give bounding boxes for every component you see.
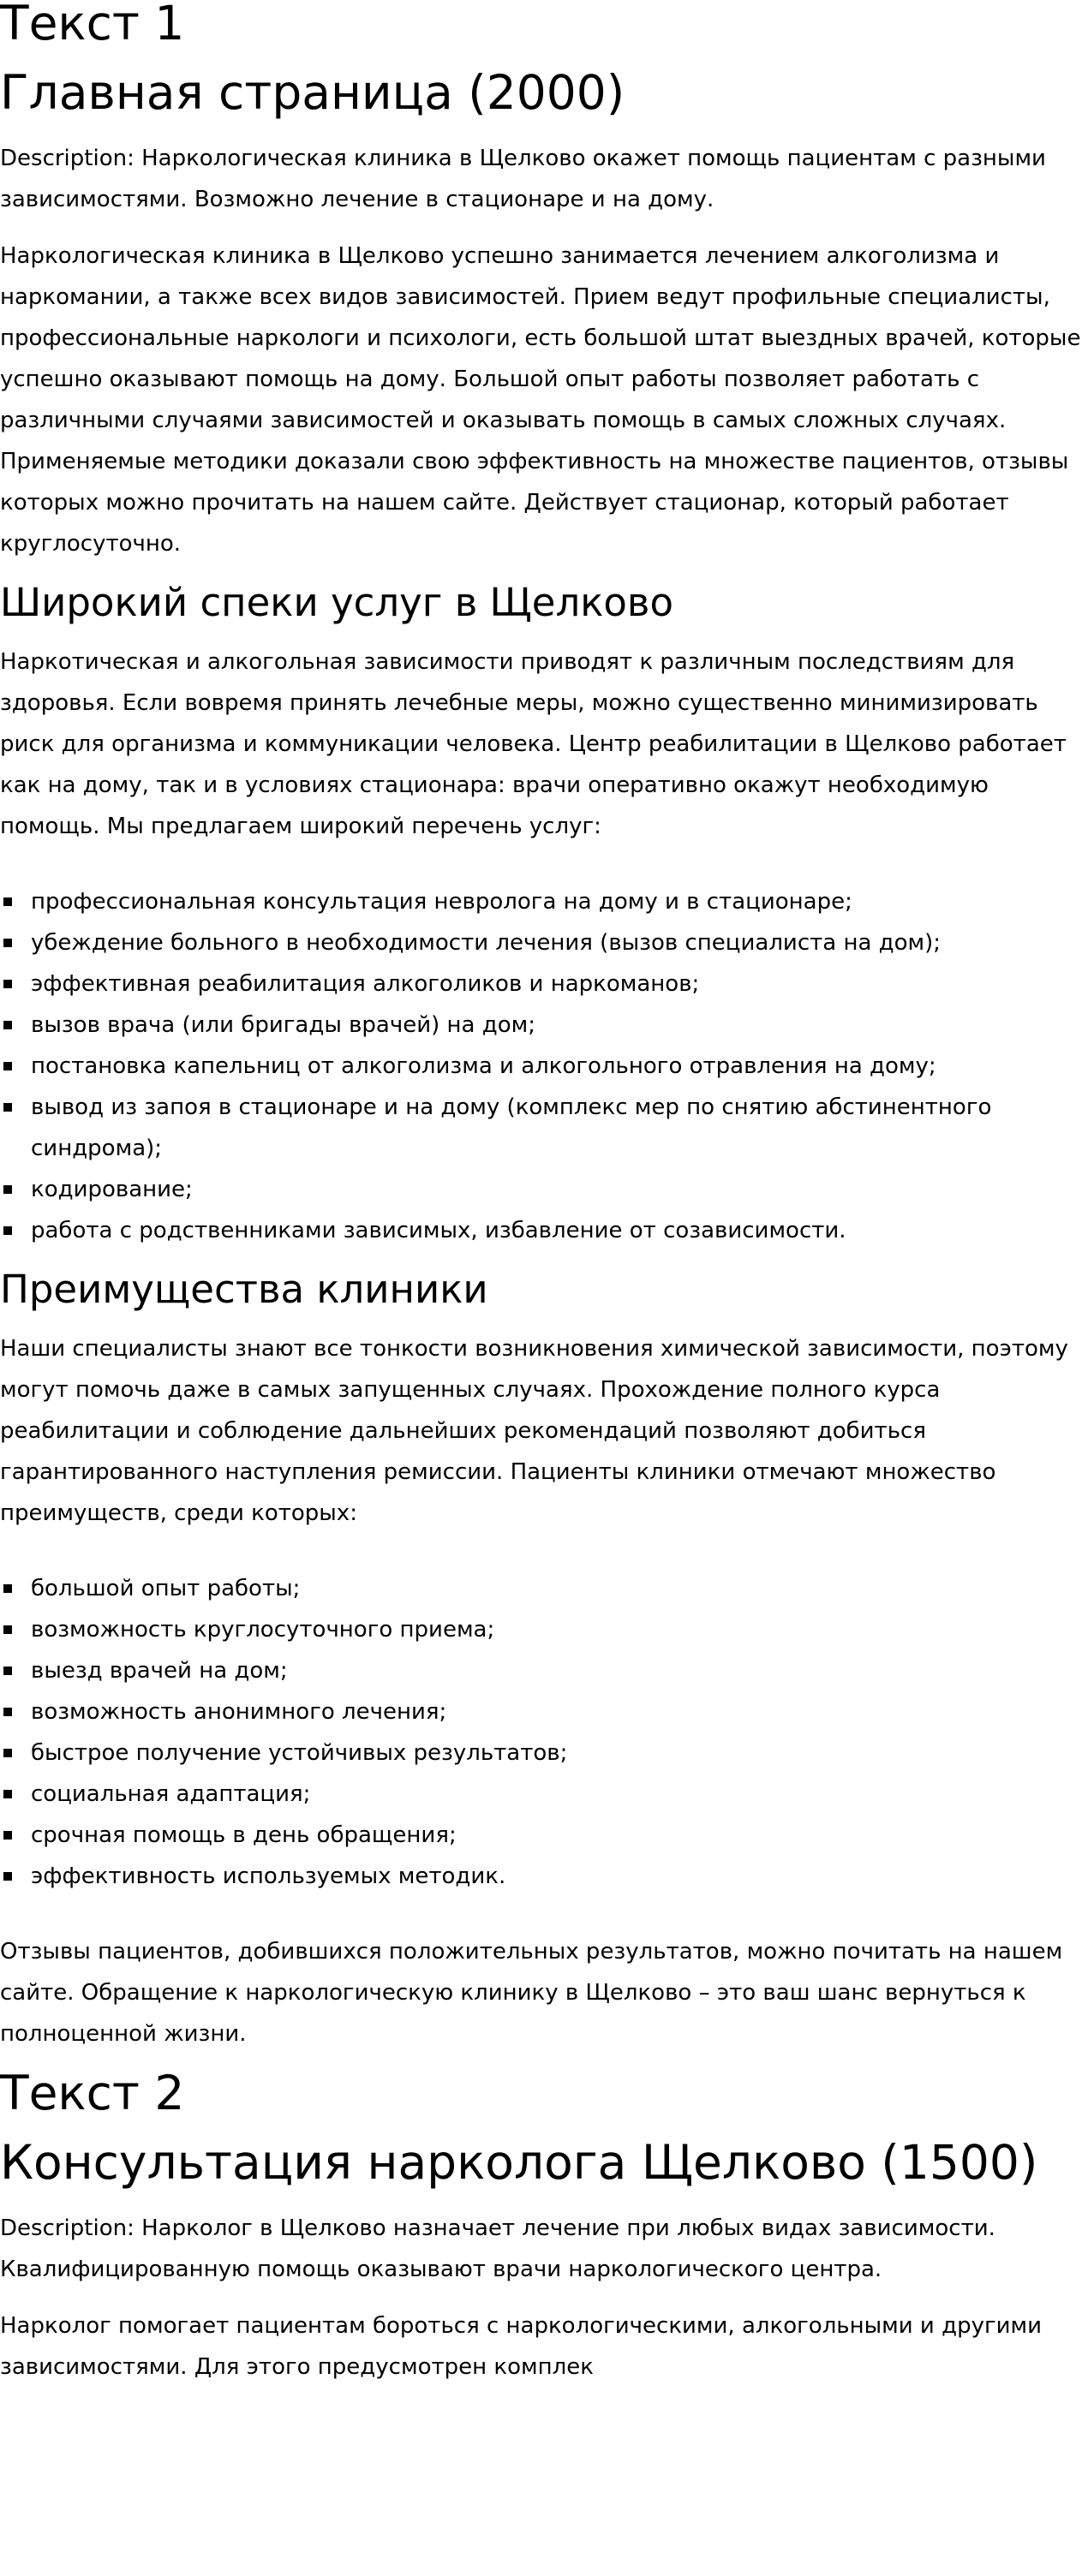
text1-intro: Наркологическая клиника в Щелково успешно занимается лечением алкоголизма и наркомании, а также всех видов зависимостей. Прием ведут профильные специалисты, профессиональные наркологи и психологи, есть большой штат выездных врачей, которые успешно оказывают помощь на дому. Большой опыт работы позволяет работать с различными случаями зависимостей и оказывать помощь в самых сложных случаях. Применяемые методики доказали свою эффективность на множестве пациентов, отзывы которых можно прочитать на нашем сайте. Действует стационар, который работает круглосуточно.	[0, 243, 1081, 557]
text1-closing: Отзывы пациентов, добившихся положительных результатов, можно почитать на нашем сайте. Обращение к наркологическую клинику в Щелково – это ваш шанс вернуться к полноценной жизни.	[0, 1939, 1063, 2047]
services-heading: Широкий спеки услуг в Щелково	[0, 580, 673, 625]
text1-label: Текст 1	[0, 0, 185, 51]
list-item: работа с родственниками зависимых, избавление от созависимости.	[0, 1210, 1081, 1251]
list-item: убеждение больного в необходимости лечения (вызов специалиста на дом);	[0, 922, 1081, 963]
list-item: возможность анонимного лечения;	[0, 1691, 1081, 1732]
text1-description: Description: Наркологическая клиника в Щелково окажет помощь пациентам с разными зависимостями. Возможно лечение в стационаре и на дому.	[0, 146, 1046, 212]
list-item: эффективная реабилитация алкоголиков и наркоманов;	[0, 963, 1081, 1005]
list-item: быстрое получение устойчивых результатов;	[0, 1732, 1081, 1774]
list-item: большой опыт работы;	[0, 1568, 1081, 1609]
list-item: профессиональная консультация невролога на дому и в стационаре;	[0, 881, 1081, 922]
text2-intro: Нарколог помогает пациентам бороться с наркологическими, алкогольными и другими зависимостями. Для этого предусмотрен комплек	[0, 2313, 1043, 2380]
text2-description: Description: Нарколог в Щелково назначает лечение при любых видах зависимости. Квалифицированную помощь оказывают врачи наркологического центра.	[0, 2215, 995, 2282]
list-item: кодирование;	[0, 1169, 1081, 1210]
advantages-list	[0, 1568, 1081, 1897]
services-intro: Наркотическая и алкогольная зависимости приводят к различным последствиям для здоровья. Если вовремя принять лечебные меры, можно существенно минимизировать риск для организма и коммуникации человека. Центр реабилитации в Щелково работает как на дому, так и в условиях стационара: врачи оперативно окажут необходимую помощь. Мы предлагаем широкий перечень услуг:	[0, 649, 1067, 839]
list-item: выезд врачей на дом;	[0, 1650, 1081, 1691]
list-item: вывод из запоя в стационаре и на дому (комплекс мер по снятию абстинентного синдрома);	[0, 1087, 1081, 1169]
advantages-heading: Преимущества клиники	[0, 1267, 488, 1312]
list-item: вызов врача (или бригады врачей) на дом;	[0, 1005, 1081, 1046]
list-item: эффективность используемых методик.	[0, 1856, 1081, 1897]
list-item: постановка капельниц от алкоголизма и алкогольного отравления на дому;	[0, 1046, 1081, 1087]
text1-title: Главная страница (2000)	[0, 65, 625, 120]
text2-label: Текст 2	[0, 2066, 185, 2120]
list-item: социальная адаптация;	[0, 1774, 1081, 1815]
advantages-intro: Наши специалисты знают все тонкости возникновения химической зависимости, поэтому могут помочь даже в самых запущенных случаях. Прохождение полного курса реабилитации и соблюдение дальнейших рекомендаций позволяют добиться гарантированного наступления ремиссии. Пациенты клиники отмечают множество преимуществ, среди которых:	[0, 1336, 1068, 1526]
list-item: возможность круглосуточного приема;	[0, 1609, 1081, 1650]
text2-title: Консультация нарколога Щелково (1500)	[0, 2135, 1038, 2190]
list-item: срочная помощь в день обращения;	[0, 1815, 1081, 1856]
services-list	[0, 881, 1081, 1251]
